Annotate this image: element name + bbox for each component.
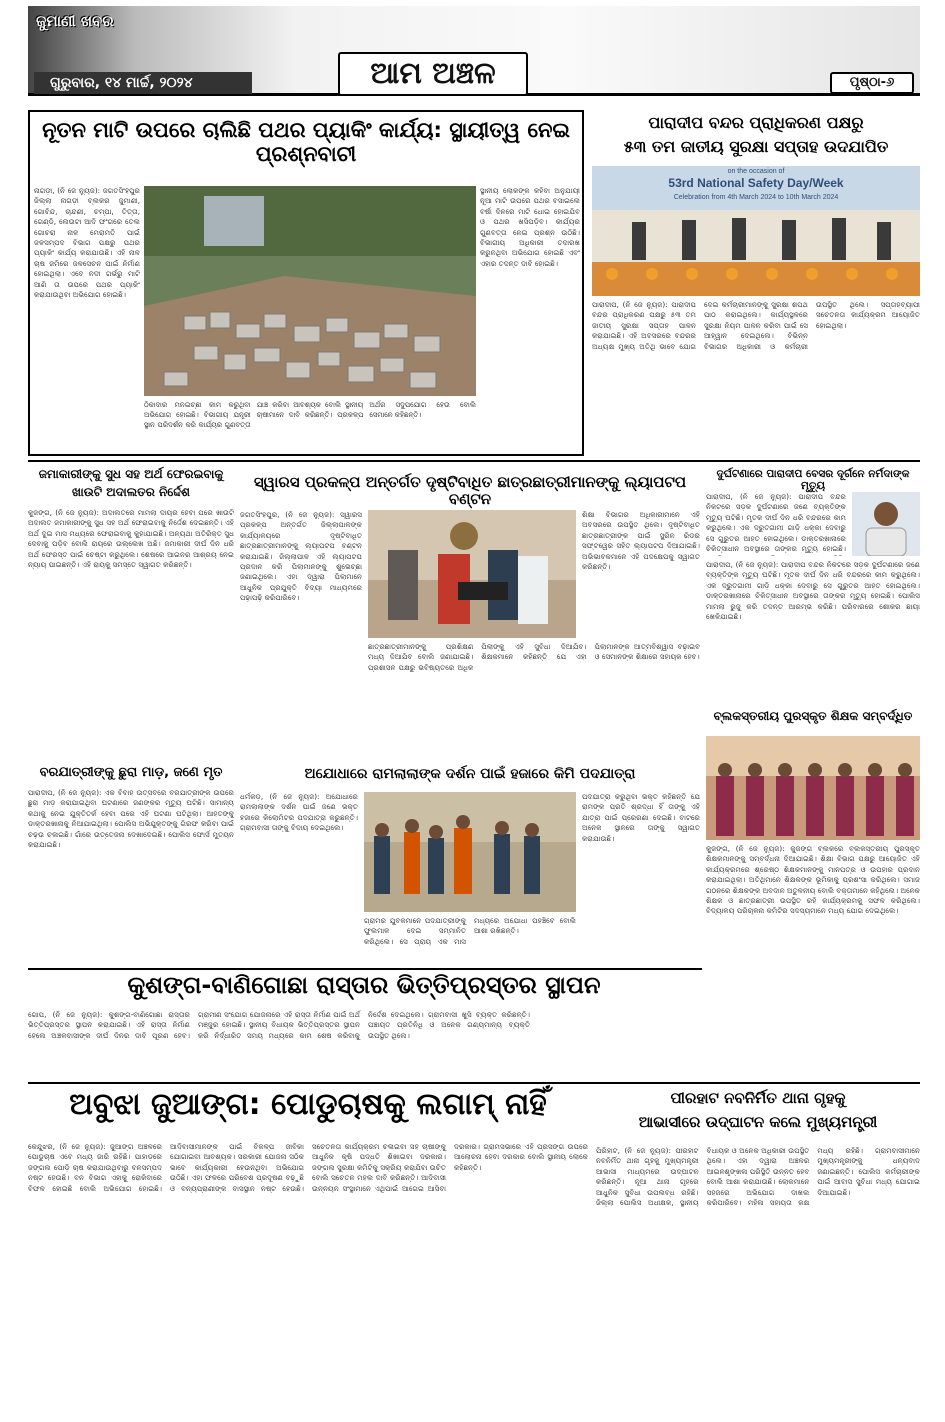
article-teachers-felicitated [706, 700, 920, 966]
article-headline: ଅବୁଝା ଜୁଆଙ୍ଗ: ପୋଡୁଚାଷକୁ ଲଗାମ୍ ନାହିଁ [69, 1087, 547, 1122]
photo-caption: ଠିକାଦାର ମନଇଚ୍ଛା କାମ କରୁଥିବା ଅଭିଯୋଗ ହୋଇଛି। ବିଭାଗୀୟ ଯନ୍ତ୍ରୀ ସ୍ଥାନ ପରିଦର୍ଶନ କରି କାର୍ଯ୍ୟର ଗୁଣବତ୍ତା ଯାଞ୍ଚ କରିବା ଆବଶ୍ୟକ ବୋଲି ସ୍ଥାନୀୟ ଚାଷୀମାନେ ଦାବି କରିଛନ୍ତି। ପ୍ରକଳ୍ପ ଅର୍ଥର ସଦୁପଯୋଗ ହେଉ ବୋଲି ସେମାନେ କହିଛନ୍ତି। [144, 401, 476, 429]
issue-date: ଗୁରୁବାର, ୧୪ ମାର୍ଚ୍ଚ, ୨୦୨୪ [34, 72, 252, 94]
article-juang-shifting-cultivation [28, 1086, 588, 1416]
article-body: ପଦଯାତ୍ରା କରୁଥିବା ଭକ୍ତ କହିଛନ୍ତି ଯେ ରାମଙ୍କ ପ୍ରତି ଶ୍ରଦ୍ଧା ହିଁ ତାଙ୍କୁ ଏହି ଯାତ୍ରା ପାଇଁ ପ୍ରେରଣା ଦେଇଛି। ବାଟରେ ଅନେକ ସ୍ଥାନରେ ତାଙ୍କୁ ସ୍ୱାଗତ କରାଯାଉଛି। [582, 792, 700, 843]
article-body: ଧର୍ମକଡ଼, (ନି ଜେ ନ୍ୟୁଜ): ଅଯୋଧାରେ ରାମଲାଲାଙ୍କ ଦର୍ଶନ ପାଇଁ ଜଣେ ଭକ୍ତ ହଜାରେ କିଲୋମିଟର ପଦଯାତ୍ରା କରୁଛନ୍ତି। ଗ୍ରାମବାସୀ ତାଙ୍କୁ ବିଦାୟ ଦେଇଥିଲେ। [240, 792, 358, 833]
article-road-foundation [28, 970, 700, 1080]
article-body: ଜଗତସିଂହପୁର, (ନି ଜେ ନ୍ୟୁଜ): ସ୍ୱାରସ ପ୍ରକଳ୍ପ ଅନ୍ତର୍ଗତ ଜିଲ୍ଲାପାଳଙ୍କ କାର୍ଯ୍ୟାଳୟରେ ଦୃଷ୍ଟିବାଧିତ ଛାତ୍ରଛାତ୍ରୀମାନଙ୍କୁ ଲ୍ୟାପଟପ ବଣ୍ଟନ କରାଯାଇଛି। ଜିଲ୍ଲାପାଳ ଏହି ଲ୍ୟାପଟପ ପ୍ରଦାନ କରି ପିଲାମାନଙ୍କୁ ଶୁଭେଚ୍ଛା ଜଣାଇଥିଲେ। ଏହା ଦ୍ୱାରା ପିଲାମାନେ ଆଧୁନିକ ପ୍ରଯୁକ୍ତି ବିଦ୍ୟା ମାଧ୍ୟମରେ ପଢ଼ାପଢ଼ି କରିପାରିବେ। [240, 510, 362, 603]
article-accident [706, 466, 920, 696]
article-headline: ବ୍ଲକସ୍ତରୀୟ ପୁରସ୍କୃତ ଶିକ୍ଷକ ସମ୍ବର୍ଦ୍ଧିତ [713, 709, 913, 723]
masthead [28, 6, 920, 96]
article-headline: ପାରାଦୀପ ବନ୍ଦର ପ୍ରାଧିକରଣ ପକ୍ଷରୁ [648, 113, 864, 132]
article-body: ନାଗଡ଼ୀ, (ନି ଜେ ନ୍ୟୁଜ): ଜଗତସିଂହପୁର ଜିଲ୍ଲା ନାଗଡ଼ୀ ବ୍ଲକର ଜୁମାଣୀ, ଗୋବିନ୍ଦ, ଚାନ୍ଦଣୀ, ଚମ୍ପା, ତିତ୍ତା, ଗେଣ୍ଡି, ଲେଉଟା ଆଦି ଫଂଗରେ ତେଲ ଗୋଚରା ନାଳ ମେରାମତି ପାଇଁ ଜଳସମ୍ପଦ ବିଭାଗ ପକ୍ଷରୁ ପଥର ପ୍ୟାକିଂ କାର୍ଯ୍ୟ କରାଯାଉଛି। ଏହି ନାଳ ଚାଷ ଜମିରେ ଜଳସେଚନ ପାଇଁ ନିର୍ମାଣ ହୋଇଥିଲା। ଏବେ ନଦୀ ଗର୍ଭରୁ ମାଟି ଆଣି ତା ଉପରେ ପଥର ପ୍ୟାକିଂ କରାଯାଉଥିବା ଅଭିଯୋଗ ହୋଇଛି। [34, 186, 140, 300]
article-headline: ପୀରହାଟ ନବନିର୍ମିତ ଥାନା ଗୃହକୁ [670, 1089, 846, 1107]
article-body: ପାରାଦୀପ, (ନି ଜେ ନ୍ୟୁଜ): ପାରାଦୀପ ବନ୍ଦର ପ୍ରାଧିକରଣ ପକ୍ଷରୁ ୫୩ ତମ ଜାତୀୟ ସୁରକ୍ଷା ସପ୍ତାହ ପାଳନ କରାଯାଇଛି। ଏହି ଅବସରରେ ବନ୍ଦରର ଅଧ୍ୟକ୍ଷ ମୁଖ୍ୟ ଅତିଥି ଭାବେ ଯୋଗ ଦେଇ କର୍ମଚାରୀମାନଙ୍କୁ ସୁରକ୍ଷା ଶପଥ ପାଠ କରାଇଥିଲେ। କାର୍ଯ୍ୟସ୍ଥଳରେ ସୁରକ୍ଷା ନିୟମ ପାଳନ କରିବା ପାଇଁ ସେ ଆହ୍ୱାନ ଦେଇଥିଲେ। ବିଭିନ୍ନ ବିଭାଗର ଅଧିକାରୀ ଓ କର୍ମଚାରୀ ଉପସ୍ଥିତ ଥିଲେ। ସପ୍ତାହବ୍ୟାପୀ ସଚେତନତା କାର୍ଯ୍ୟକ୍ରମ ଆୟୋଜିତ ହୋଇଥିଲା। [592, 300, 920, 351]
photo-pilgrim [364, 792, 576, 912]
article-subheadline: ଖାଉଟି ଅଦାଲତର ନିର୍ଦ୍ଦେଶ [72, 485, 190, 499]
photo-laptop-distribution [368, 510, 576, 638]
divider [28, 460, 920, 462]
article-subheadline: ଆଭାସୀରେ ଉଦ୍‌ଘାଟନ କଲେ ମୁଖ୍ୟମନ୍ତ୍ରୀ [638, 1113, 878, 1131]
article-body: ପାରାଦୀପ, (ନି ଜେ ନ୍ୟୁଜ): ପାରାଦୀପ ବନ୍ଦର ନିକଟରେ ସଡ଼କ ଦୁର୍ଘଟଣାରେ ଜଣେ ବ୍ୟକ୍ତିଙ୍କ ମୃତ୍ୟୁ ଘଟିଛି। ମୃତକ ଦୀର୍ଘ ଦିନ ଧରି ବନ୍ଦରରେ କାମ କରୁଥିଲେ। ଏକ ଦ୍ରୁତଗାମୀ ଗାଡ଼ି ଧକ୍କା ଦେବାରୁ ସେ ଗୁରୁତର ଆହତ ହୋଇଥିଲେ। ଡାକ୍ତରଖାନାରେ ଚିକିତ୍ସାଧୀନ ଅବସ୍ଥାରେ ତାଙ୍କର ମୃତ୍ୟୁ ହୋଇଛି। [706, 492, 846, 554]
article-stone-packing [28, 110, 584, 456]
article-headline: ଅଯୋଧାରେ ରାମଲାଲାଙ୍କ ଦର୍ଶନ ପାଇଁ ହଜାରେ କିମି ପଦଯାତ୍ରା [304, 766, 636, 782]
article-headline: ଦୁର୍ଘଟଣାରେ ପାରାଦୀପ ବେସର ଦୂର୍ଗନେ ନର୍ମଦାଙ୍କ ମୃତ୍ୟୁ [716, 468, 910, 493]
photo-deceased [852, 492, 920, 556]
banner-dates: Celebration from 4th March 2024 to 10th March 2024 [673, 194, 839, 201]
article-body: ଗ୍ରାମର ଯୁବକମାନେ ପଦଯାତ୍ରୀଙ୍କୁ ଫୁଲମାଳ ଦେଇ ସମ୍ମାନିତ କରିଥିଲେ। ସେ ପ୍ରାୟ ଏକ ମାସ ମଧ୍ୟରେ ଅଯୋଧା ପହଞ୍ଚିବେ ବୋଲି ଆଶା ରଖିଛନ୍ତି। [364, 916, 576, 946]
article-body: ଶିକ୍ଷା ବିଭାଗର ଅଧିକାରୀମାନେ ଏହି ଅବସରରେ ଉପସ୍ଥିତ ଥିଲେ। ଦୃଷ୍ଟିବାଧିତ ଛାତ୍ରଛାତ୍ରୀଙ୍କ ପାଇଁ ସ୍କ୍ରିନ ରିଡର ସଫ୍ଟୱେର ସହିତ ଲ୍ୟାପଟପ ଦିଆଯାଇଛି। ଅଭିଭାବକମାନେ ଏହି ପଦକ୍ଷେପକୁ ସ୍ୱାଗତ କରିଛନ୍ତି। [582, 510, 700, 572]
article-body-continued: ପାରାଦୀପ, (ନି ଜେ ନ୍ୟୁଜ): ପାରାଦୀପ ବନ୍ଦର ନିକଟରେ ସଡ଼କ ଦୁର୍ଘଟଣାରେ ଜଣେ ବ୍ୟକ୍ତିଙ୍କ ମୃତ୍ୟୁ ଘଟିଛି। ମୃତକ ଦୀର୍ଘ ଦିନ ଧରି ବନ୍ଦରରେ କାମ କରୁଥିଲେ। ଏକ ଦ୍ରୁତଗାମୀ ଗାଡ଼ି ଧକ୍କା ଦେବାରୁ ସେ ଗୁରୁତର ଆହତ ହୋଇଥିଲେ। ଡାକ୍ତରଖାନାରେ ଚିକିତ୍ସାଧୀନ ଅବସ୍ଥାରେ ତାଙ୍କର ମୃତ୍ୟୁ ହୋଇଛି। ପୋଲିସ ମାମଲା ରୁଜୁ କରି ତଦନ୍ତ ଆରମ୍ଭ କରିଛି। ପରିବାରରେ ଶୋକର ଛାୟା ଖେଳିଯାଇଛି। [706, 560, 920, 622]
article-body: ଛାତ୍ରଛାତ୍ରୀମାନଙ୍କୁ ପ୍ରଶିକ୍ଷଣ ମଧ୍ୟ ଦିଆଯିବ ବୋଲି ଜଣାଯାଇଛି। ପ୍ରଶାସନ ପକ୍ଷରୁ ଭବିଷ୍ୟତରେ ଅଧିକ ପିଲାଙ୍କୁ ଏହି ସୁବିଧା ଦିଆଯିବ। ଶିକ୍ଷକମାନେ କହିଛନ୍ତି ଯେ ଏହା ପିଲାମାନଙ୍କ ଆତ୍ମବିଶ୍ୱାସ ବଢ଼ାଇବ ଓ ସେମାନଙ୍କ ଶିକ୍ଷାରେ ସହାୟକ ହେବ। [368, 642, 700, 672]
article-headline: ସ୍ୱାରସ ପ୍ରକଳ୍ପ ଅନ୍ତର୍ଗତ ଦୃଷ୍ଟିବାଧିତ ଛାତ୍ରଛାତ୍ରୀମାନଙ୍କୁ ଲ୍ୟାପଟପ ବଣ୍ଟନ [253, 473, 687, 509]
article-headline: କୁଶଙ୍ଗ-ବାଣିଗୋଛା ରାସ୍ତାର ଭିତ୍ତିପ୍ରସ୍ତର ସ୍ଥାପନ [127, 971, 601, 999]
article-laptop-distribution [240, 466, 700, 746]
photo-teachers [706, 736, 920, 840]
article-body: କେନ୍ଦୁଝର, (ନି ଜେ ନ୍ୟୁଜ): ଜୁଆଙ୍ଗ ଅଞ୍ଚଳରେ ପୋଡୁଚାଷ ଏବେ ମଧ୍ୟ ଜାରି ରହିଛି। ପାହାଡ଼ରେ ଜଙ୍ଗଲ ପୋଡ଼ି ଚାଷ କରାଯାଉଥିବାରୁ ବନସମ୍ପଦ ନଷ୍ଟ ହେଉଛି। ବନ ବିଭାଗ ଏହାକୁ ରୋକିବାରେ ବିଫଳ ହୋଇଛି ବୋଲି ଅଭିଯୋଗ ହୋଇଛି। ଆଦିବାସୀମାନଙ୍କ ପାଇଁ ବିକଳ୍ପ ଜୀବିକା ଯୋଗାଇବା ଆବଶ୍ୟକ। ସରକାରୀ ଯୋଜନା ସଠିକ ଭାବେ କାର୍ଯ୍ୟକାରୀ ହେଉନଥିବା ଅଭିଯୋଗ ଉଠିଛି। ଏହା ଫଳରେ ପରିବେଶ ପ୍ରଦୂଷଣ ବଢ଼ୁଛି ଓ ବନ୍ୟପ୍ରାଣୀଙ୍କ ବାସସ୍ଥାନ ନଷ୍ଟ ହେଉଛି। ସଚେତନତା କାର୍ଯ୍ୟକ୍ରମ ଚଳାଇବା ସହ ଚାଷୀଙ୍କୁ ଆଧୁନିକ କୃଷି ପଦ୍ଧତି ଶିଖାଇବା ଦରକାର। ଜଙ୍ଗଲ ସୁରକ୍ଷା କମିଟିକୁ ସକ୍ରିୟ କରାଯିବା ଉଚିତ ବୋଲି ସଚେତନ ମହଲ ଦାବି କରିଛନ୍ତି। ଆଦିବାସୀ ଉନ୍ନୟନ ସଂସ୍ଥାମାନେ ଏଥିପାଇଁ ଆଗେଇ ଆସିବା ଦରକାର। ଗ୍ରାମସଭାରେ ଏହି ପ୍ରସଙ୍ଗ ଉପରେ ଆଲୋଚନା ହେବା ଦରକାର ବୋଲି ସ୍ଥାନୀୟ ଲୋକେ କହିଛନ୍ତି। [28, 1142, 588, 1193]
article-headline: ନୂତନ ମାଟି ଉପରେ ଚାଲିଛି ପଥର ପ୍ୟାକିଂ କାର୍ଯ୍ୟ: ସ୍ଥାୟୀତ୍ୱ ନେଇ ପ୍ରଶ୍ନବାଚୀ [42, 118, 570, 167]
article-body: କୁଜଙ୍ଗ, (ନି ଜେ ନ୍ୟୁଜ): ଅଦାଲତରେ ମାମଲା ଦାୟର ହେବା ପରେ ଖାଉଟି ଅଦାଲତ ଜମାକାରୀଙ୍କୁ ସୁଧ ସହ ଅର୍ଥ ଫେରାଇବାକୁ ନିର୍ଦ୍ଦେଶ ଦେଇଛନ୍ତି। ଏହି ଅର୍ଥ ଦୁଇ ମାସ ମଧ୍ୟରେ ଫେରାଇବାକୁ କୁହାଯାଇଛି। ଅନ୍ୟଥା ଅତିରିକ୍ତ ସୁଧ ଦେବାକୁ ପଡ଼ିବ ବୋଲି ରାୟରେ ଉଲ୍ଲେଖ ଅଛି। ଜମାକାରୀ ଦୀର୍ଘ ଦିନ ଧରି ଅର୍ଥ ଫେରସ୍ତ ପାଇଁ ଚେଷ୍ଟା କରୁଥିଲେ। ଶେଷରେ ଆଇନର ଆଶ୍ରୟ ନେଇ ନ୍ୟାୟ ପାଇଛନ୍ତି। ଏହି ରାୟକୁ ସମସ୍ତେ ସ୍ୱାଗତ କରିଛନ୍ତି। [28, 508, 234, 570]
article-police-station [596, 1086, 920, 1416]
article-body: କୁଜଙ୍ଗ, (ନି ଜେ ନ୍ୟୁଜ): କୁଜଙ୍ଗ ବ୍ଲକରେ ବ୍ଲକସ୍ତରୀୟ ପୁରସ୍କୃତ ଶିକ୍ଷକମାନଙ୍କୁ ସମ୍ବର୍ଦ୍ଧନା ଦିଆଯାଇଛି। ଶିକ୍ଷା ବିଭାଗ ପକ୍ଷରୁ ଆୟୋଜିତ ଏହି କାର୍ଯ୍ୟକ୍ରମରେ ଶ୍ରେଷ୍ଠ ଶିକ୍ଷକମାନଙ୍କୁ ମାନପତ୍ର ଓ ଉପହାର ପ୍ରଦାନ କରାଯାଇଥିଲା। ଅତିଥିମାନେ ଶିକ୍ଷକଙ୍କ ଭୂମିକାକୁ ପ୍ରଶଂସା କରିଥିଲେ। ସମାଜ ଗଠନରେ ଶିକ୍ଷକଙ୍କ ଅବଦାନ ଅତୁଳନୀୟ ବୋଲି ବକ୍ତାମାନେ କହିଥିଲେ। ଅନେକ ଶିକ୍ଷକ ଓ ଛାତ୍ରଛାତ୍ରୀ ଉପସ୍ଥିତ ରହି କାର୍ଯ୍ୟକ୍ରମକୁ ସଫଳ କରିଥିଲେ। ବିଦ୍ୟାଳୟ ପରିଚାଳନା କମିଟିର ସଦସ୍ୟମାନେ ମଧ୍ୟ ଯୋଗ ଦେଇଥିଲେ। [706, 844, 920, 916]
article-ayodhya-walk [240, 764, 700, 964]
article-subheadline: ୫୩ ତମ ଜାତୀୟ ସୁରକ୍ଷା ସପ୍ତାହ ଉଦଯାପିତ [623, 137, 889, 156]
article-body: ସ୍ଥାନୀୟ ଲୋକଙ୍କ କହିବା ଅନୁଯାୟୀ ନୂଆ ମାଟି ଉପରେ ପଥର ବସାଇଲେ ବର୍ଷା ଦିନରେ ମାଟି ଧୋଇ ହୋଇଯିବ ଓ ପଥର ଖସିପଡ଼ିବ। କାର୍ଯ୍ୟର ଗୁଣବତ୍ତା ନେଇ ପ୍ରଶ୍ନ ଉଠିଛି। ବିଭାଗୀୟ ଅଧିକାରୀ ତଦାରଖ କରୁନଥିବା ଅଭିଯୋଗ ହୋଇଛି ଏବଂ ଏହାର ତଦନ୍ତ ଦାବି ହୋଇଛି। [480, 186, 580, 268]
banner-title: 53rd National Safety Day/Week [668, 176, 844, 190]
paper-name: ଜୁମାଣୀ ଖବର [36, 12, 114, 30]
article-consumer-court [28, 466, 234, 746]
divider [28, 1082, 920, 1084]
article-headline: ବରଯାତ୍ରୀଙ୍କୁ ଛୁରା ମାଡ଼, ଜଣେ ମୃତ [39, 765, 223, 780]
article-wedding-attack [28, 764, 234, 964]
section-title: ଆମ ଅଞ୍ଚଳ [338, 52, 528, 96]
page-number: ପୃଷ୍ଠା-୬ [830, 72, 914, 94]
article-safety-week [592, 110, 920, 456]
article-body: ଗୋପ, (ନି ଜେ ନ୍ୟୁଜ): କୁଶଙ୍ଗ-ବାଣିଗୋଛା ରାସ୍ତାର ଭିତ୍ତିପ୍ରସ୍ତର ସ୍ଥାପନ କରାଯାଇଛି। ଏହି ରାସ୍ତା ନିର୍ମାଣ ହେଲେ ଅଞ୍ଚଳବାସୀଙ୍କ ଦୀର୍ଘ ଦିନର ଦାବି ପୂରଣ ହେବ। ଗ୍ରାମୀଣ ସଂଯୋଗ ଯୋଜନାରେ ଏହି ରାସ୍ତା ନିର୍ମାଣ ପାଇଁ ଅର୍ଥ ମଞ୍ଜୁର ହୋଇଛି। ସ୍ଥାନୀୟ ବିଧାୟକ ଭିତ୍ତିପ୍ରସ୍ତର ସ୍ଥାପନ କରି ନିର୍ଦ୍ଧାରିତ ସମୟ ମଧ୍ୟରେ କାମ ଶେଷ କରିବାକୁ ନିର୍ଦ୍ଦେଶ ଦେଇଥିଲେ। ଗ୍ରାମବାସୀ ଖୁସି ବ୍ୟକ୍ତ କରିଛନ୍ତି। ପଞ୍ଚାୟତ ପ୍ରତିନିଧି ଓ ଅନେକ ଗଣ୍ୟମାନ୍ୟ ବ୍ୟକ୍ତି ଉପସ୍ଥିତ ଥିଲେ। [28, 1010, 530, 1040]
article-headline: ଜମାକାରୀଙ୍କୁ ସୁଧ ସହ ଅର୍ଥ ଫେରଇବାକୁ [38, 467, 224, 481]
banner-occasion: on the occasion of [727, 168, 785, 175]
article-body: ପାରାଦୀପ, (ନି ଜେ ନ୍ୟୁଜ): ଏକ ବିବାହ ଉତ୍ସବରେ ବରଯାତ୍ରୀଙ୍କ ଉପରେ ଛୁରା ମାଡ଼ କରାଯାଇଥିବା ଘଟଣାରେ ଜଣଙ୍କର ମୃତ୍ୟୁ ଘଟିଛି। ସାମାନ୍ୟ କଥାକୁ ନେଇ ଯୁକ୍ତିତର୍କ ହେବା ପରେ ଏହି ଘଟଣା ଘଟିଥିଲା। ଆହତଙ୍କୁ ଡାକ୍ତରଖାନାକୁ ନିଆଯାଇଥିଲା। ପୋଲିସ ଅଭିଯୁକ୍ତଙ୍କୁ ଗିରଫ କରିବା ପାଇଁ ଚଢ଼ଉ ଚଳାଇଛି। ଗାଁରେ ଉତ୍ତେଜନା ଦେଖାଦେଇଛି। ପୋଲିସ ଫୋର୍ସ ମୁତୟନ କରାଯାଇଛି। [28, 788, 234, 850]
article-body: ପିରିହାଟ, (ନି ଜେ ନ୍ୟୁଜ): ପୀରହାଟ ନବନିର୍ମିତ ଥାନା ଗୃହକୁ ମୁଖ୍ୟମନ୍ତ୍ରୀ ଆଭାସୀ ମାଧ୍ୟମରେ ଉଦ୍‌ଘାଟନ କରିଛନ୍ତି। ନୂଆ ଥାନା ଗୃହରେ ଆଧୁନିକ ସୁବିଧା ଉପଲବ୍ଧ ରହିଛି। ଜିଲ୍ଲା ପୋଲିସ ଅଧୀକ୍ଷକ, ସ୍ଥାନୀୟ ବିଧାୟକ ଓ ଅନେକ ଅଧିକାରୀ ଉପସ୍ଥିତ ଥିଲେ। ଏହା ଦ୍ୱାରା ଅଞ୍ଚଳର ଆଇନଶୃଙ୍ଖଳା ପରିସ୍ଥିତି ଉନ୍ନତ ହେବ ବୋଲି ଆଶା କରାଯାଉଛି। ଲୋକମାନେ ସହଜରେ ଅଭିଯୋଗ ଦାଖଲ କରିପାରିବେ। ମହିଳା ସହାୟତା କକ୍ଷ ମଧ୍ୟ ରହିଛି। ଗ୍ରାମବାସୀମାନେ ମୁଖ୍ୟମନ୍ତ୍ରୀଙ୍କୁ ଧନ୍ୟବାଦ ଜଣାଇଛନ୍ତି। ପୋଲିସ କର୍ମଚାରୀଙ୍କ ପାଇଁ ଆବାସ ସୁବିଧା ମଧ୍ୟ ଯୋଗାଇ ଦିଆଯାଇଛି। [596, 1146, 920, 1208]
photo-stone-packing [144, 186, 476, 396]
